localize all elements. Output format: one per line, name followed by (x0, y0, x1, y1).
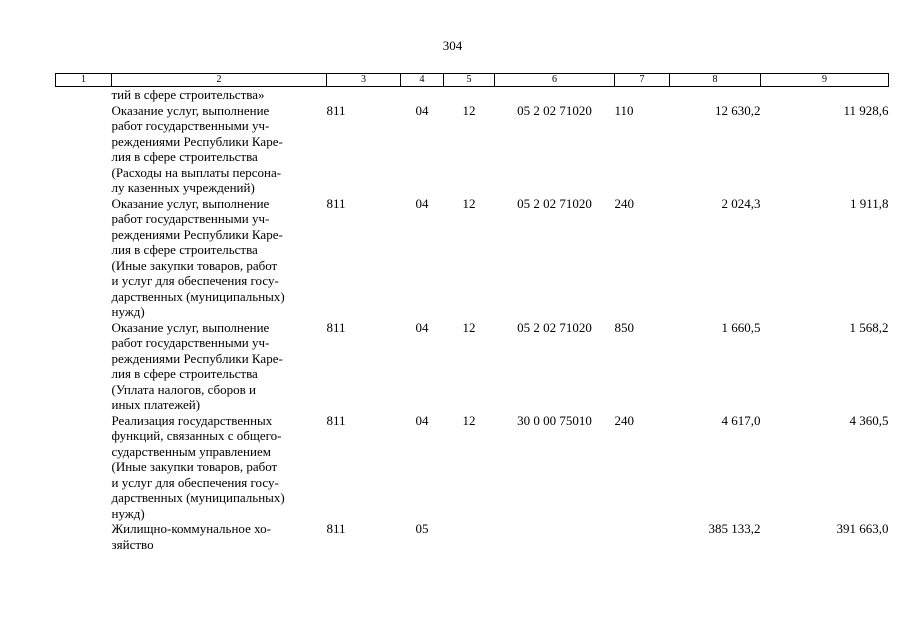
column-header-4: 4 (401, 74, 444, 87)
budget-table (55, 73, 889, 552)
row-section: 05 (415, 521, 429, 536)
row-ved: 811 (326, 319, 346, 335)
table-row (56, 87, 889, 103)
column-header-1: 1 (56, 74, 112, 87)
row-subsection: 12 (462, 195, 476, 211)
row-target-article: 05 2 02 71020 (517, 319, 592, 335)
table-row (56, 413, 889, 522)
column-header-3: 3 (327, 74, 401, 87)
row-expense-type: 240 (614, 412, 634, 428)
row-ved: 811 (326, 195, 346, 211)
row-sum-1: 385 133,2 (708, 521, 761, 536)
row-name: Оказание услуг, выполнение работ государственными уч- реждениями Республики Каре- лия в сфере строительства (Расходы на выплаты персона- лу казенных учреждений) (111, 102, 283, 195)
row-sum-2: 1 568,2 (849, 319, 889, 335)
row-sum-1: 2 024,3 (721, 195, 761, 211)
row-name: Жилищно-коммунальное хо- зяйство (111, 521, 271, 552)
row-subsection: 12 (462, 319, 476, 335)
row-name: Реализация государственных функций, связанных с общего- сударственным управлением (Иные закупки товаров, работ и услуг для обеспечения госу- дарственных (муниципальных) нужд) (111, 412, 285, 521)
row-sum-1: 1 660,5 (721, 319, 761, 335)
column-header-2: 2 (112, 74, 327, 87)
row-sum-2: 1 911,8 (849, 195, 889, 211)
row-sum-2: 4 360,5 (849, 412, 889, 428)
page-number: 304 (442, 38, 463, 53)
row-name: Оказание услуг, выполнение работ государственными уч- реждениями Республики Каре- лия в сфере строительства (Иные закупки товаров, работ и услуг для обеспечения госу- дарственных (муниципальных) нужд) (111, 195, 285, 319)
table-row (56, 196, 889, 320)
column-header-7: 7 (615, 74, 670, 87)
column-header-6: 6 (495, 74, 615, 87)
row-section: 04 (415, 102, 429, 118)
row-subsection (444, 521, 495, 552)
row-expense-type (615, 87, 670, 103)
row-target-article: 05 2 02 71020 (517, 102, 592, 118)
row-target-article: 05 2 02 71020 (517, 195, 592, 211)
column-header-8: 8 (670, 74, 761, 87)
row-subsection: 12 (462, 102, 476, 118)
row-subsection: 12 (462, 412, 476, 428)
row-section: 04 (415, 319, 429, 335)
row-name: тий в сфере строительства» (111, 87, 265, 102)
row-ved: 811 (326, 412, 346, 428)
row-target-article: 30 0 00 75010 (517, 412, 592, 428)
column-header-9: 9 (761, 74, 889, 87)
row-sum-2: 11 928,6 (843, 102, 889, 118)
table-row (56, 320, 889, 413)
row-sum-2 (761, 87, 889, 103)
row-ved: 811 (326, 102, 346, 118)
row-subsection (444, 87, 495, 103)
row-expense-type: 850 (614, 319, 634, 335)
row-name: Оказание услуг, выполнение работ государственными уч- реждениями Республики Каре- лия в сфере строительства (Уплата налогов, сборов и иных платежей) (111, 319, 283, 412)
row-ved: 811 (326, 521, 346, 536)
row-expense-type: 240 (614, 195, 634, 211)
row-sum-1: 12 630,2 (715, 102, 761, 118)
row-sum-2: 391 663,0 (836, 521, 889, 536)
table-row (56, 103, 889, 196)
row-expense-type: 110 (614, 102, 634, 118)
row-section: 04 (415, 412, 429, 428)
row-ved (327, 87, 401, 103)
row-section: 04 (415, 195, 429, 211)
row-sum-1: 4 617,0 (721, 412, 761, 428)
row-expense-type (615, 521, 670, 552)
table-row (56, 521, 889, 552)
column-number-row (56, 74, 889, 87)
row-section (401, 87, 444, 103)
row-target-article (495, 521, 615, 552)
column-header-5: 5 (444, 74, 495, 87)
row-target-article (495, 87, 615, 103)
row-sum-1 (670, 87, 761, 103)
